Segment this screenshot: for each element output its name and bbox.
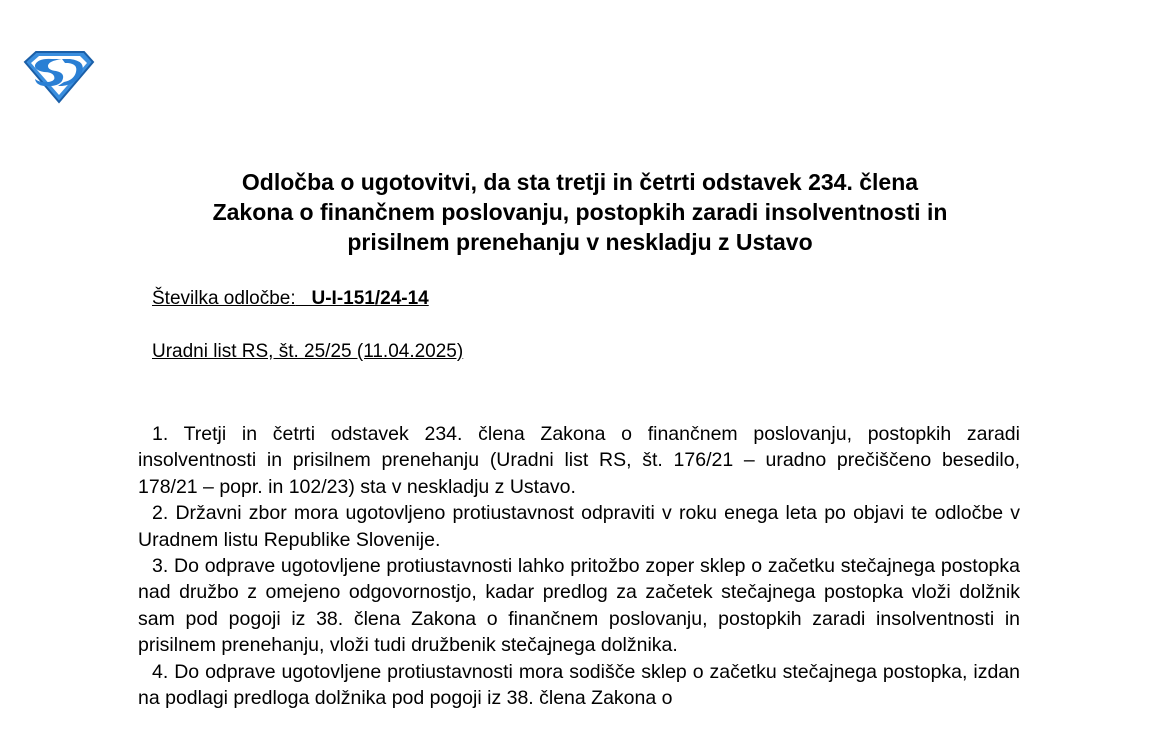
decision-number-label: Številka odločbe: xyxy=(152,288,296,309)
title-line-2: Zakona o finančnem poslovanju, postopkih zaradi insolventnosti in xyxy=(212,199,948,225)
decision-body xyxy=(138,421,1020,711)
sd-shield-logo-icon xyxy=(22,48,96,104)
decision-number-value: U-I-151/24-14 xyxy=(311,288,429,309)
paragraph-3: 3. Do odprave ugotovljene protiustavnosti lahko pritožbo zoper sklep o začetku stečajnega postopka nad družbo z omejeno odgovornostjo, kadar predlog za začetek stečajnega postopka vloži dolžnik sam pod pogoji iz 38. člena Zakona o finančnem poslovanju, postopkih zaradi insolventnosti in prisilnem prenehanju, vloži tudi družbenik stečajnega dolžnika. xyxy=(138,555,1020,657)
sd-logo xyxy=(22,48,96,104)
paragraph-1: 1. Tretji in četrti odstavek 234. člena Zakona o finančnem poslovanju, postopkih zaradi insolventnosti in prisilnem prenehanju (Uradni list RS, št. 176/21 – uradno prečiščeno besedilo, 178/21 – popr. in 102/23) sta v neskladju z Ustavo. xyxy=(138,423,1020,498)
title-line-3: prisilnem prenehanju v neskladju z Ustavo xyxy=(347,229,813,255)
decision-number xyxy=(152,288,429,310)
paragraph-4: 4. Do odprave ugotovljene protiustavnosti mora sodišče sklep o začetku stečajnega postopka, izdan na podlagi predloga dolžnika pod pogoji iz 38. člena Zakona o xyxy=(138,660,1020,710)
gazette-reference: Uradni list RS, št. 25/25 (11.04.2025) xyxy=(152,341,464,362)
document-title xyxy=(100,167,1060,257)
title-line-1: Odločba o ugotovitvi, da sta tretji in četrti odstavek 234. člena xyxy=(241,169,919,195)
paragraph-2: 2. Državni zbor mora ugotovljeno protiustavnost odpraviti v roku enega leta po objavi te odločbe v Uradnem listu Republike Slovenije. xyxy=(138,502,1020,551)
